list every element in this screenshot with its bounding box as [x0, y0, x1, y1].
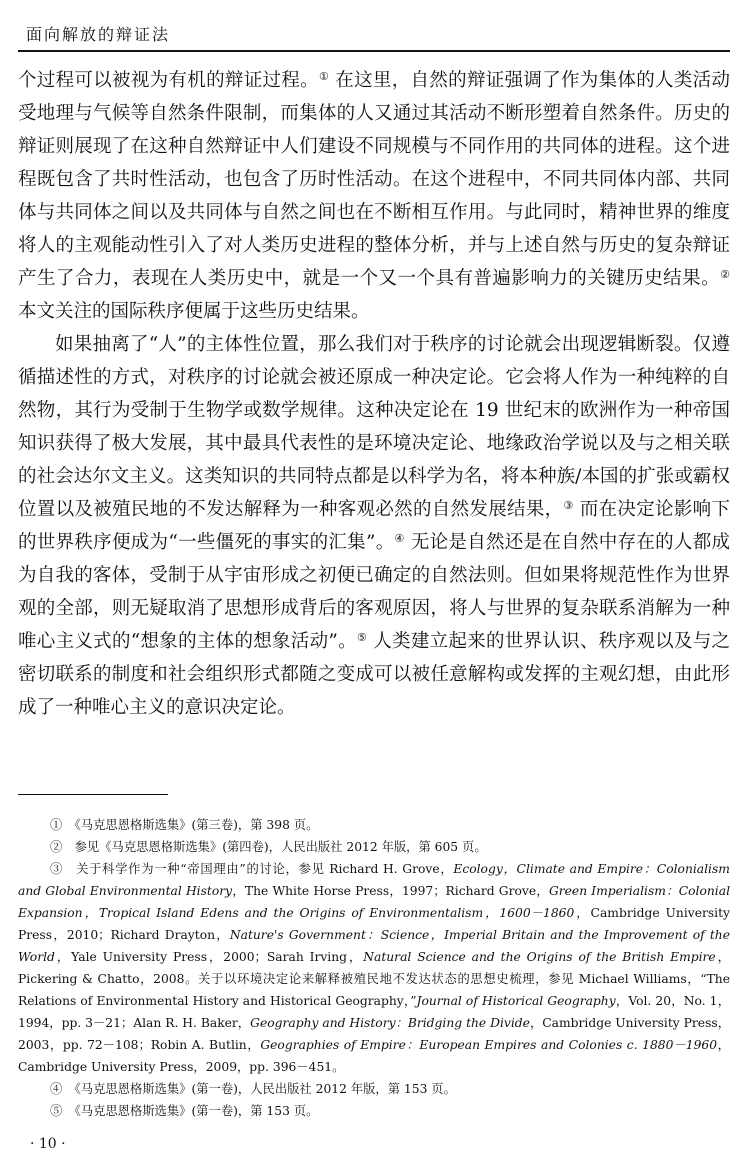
footnote-ref-2[interactable]: ②	[720, 268, 730, 281]
footnote-ref-4[interactable]: ④	[394, 532, 405, 545]
footnote-3-mark: ③	[50, 862, 64, 876]
footnote-2-text: 参见《马克思恩格斯选集》(第四卷)，人民出版社 2012 年版，第 605 页。	[74, 840, 487, 854]
footnote-3-title-5: Journal of Historical Geography	[416, 994, 616, 1008]
running-header	[18, 16, 730, 52]
footnotes	[18, 814, 730, 1122]
paragraph-2-text-d: 人类建立起来的世界认识、秩序观以及与之密切联系的制度和社会组织形式都随之变成可以被任意解构或发挥的主观幻想，由此形成了一种唯心主义的意识决定论。	[18, 631, 730, 718]
footnote-3-title-4: Natural Science and the Origins of the British Empire	[363, 950, 716, 964]
paragraph-1-text-a: 个过程可以被视为有机的辩证过程。	[18, 70, 319, 91]
footnote-3-text-6: ，Vol. 20，No. 1，1994，pp. 3－21；Alan R. H. Baker，	[18, 994, 730, 1030]
footnote-5	[18, 1100, 730, 1122]
footnote-3-text-3: ，Cambridge University Press，2010；Richard Drayton，	[18, 906, 730, 942]
footnote-3-text-4: ，Yale University Press，2000；Sarah Irving，	[54, 950, 364, 964]
footnote-3-title-3: Nature's Government：Science，Imperial Britain and the Improvement of the World	[18, 928, 730, 964]
body-text	[18, 64, 730, 724]
footnote-4-mark: ④	[50, 1082, 63, 1096]
footnote-ref-3[interactable]: ③	[563, 499, 574, 512]
footnote-3-text-1: 关于科学作为一种“帝国理由”的讨论，参见 Richard H. Grove，	[76, 862, 454, 876]
footnote-2	[18, 836, 730, 858]
footnote-5-mark: ⑤	[50, 1104, 63, 1118]
footnote-3	[18, 858, 730, 1078]
footnote-1-mark: ①	[50, 818, 63, 832]
footnote-5-text: 《马克思恩格斯选集》(第一卷)，第 153 页。	[74, 1104, 319, 1118]
footnote-ref-1[interactable]: ①	[318, 70, 330, 83]
footnote-1-text: 《马克思恩格斯选集》(第三卷)，第 398 页。	[74, 818, 319, 832]
footnote-3-text-7: ，Cambridge University Press，2003，pp. 72－108；Robin A. Butlin，	[18, 1016, 730, 1052]
paragraph-2-text-c: 无论是自然还是在自然中存在的人都成为自我的客体，受制于从宇宙形成之初便已确定的自然法则。但如果将规范性作为世界观的全部，则无疑取消了思想形成背后的客观原因，将人与世界的复杂联系消解为一种唯心主义式的“想象的主体的想象活动”。	[18, 532, 730, 652]
paragraph-1-text-b: 在这里，自然的辩证强调了作为集体的人类活动受地理与气候等自然条件限制，而集体的人又通过其活动不断形塑着自然条件。历史的辩证则展现了在这种自然辩证中人们建设不同规模与不同作用的共同体的进程。这个进程既包含了共时性活动，也包含了历时性活动。在这个进程中，不同共同体内部、共同体与共同体之间以及共同体与自然之间也在不断相互作用。与此同时，精神世界的维度将人的主观能动性引入了对人类历史进程的整体分析，并与上述自然与历史的复杂辩证产生了合力，表现在人类历史中，就是一个又一个具有普遍影响力的关键历史结果。	[18, 70, 730, 289]
footnote-3-text-2: ，The White Horse Press，1997；Richard Grove，	[232, 884, 549, 898]
footnote-3-title-2: Green Imperialism：Colonial Expansion，Tropical Island Edens and the Origins of Environmentalism，1600－1860	[18, 884, 730, 920]
paragraph-1	[18, 64, 730, 328]
footnote-3-title-7: Geographies of Empire：European Empires and Colonies c. 1880－1960	[260, 1038, 718, 1052]
running-header-title: 面向解放的辩证法	[26, 25, 171, 44]
page-number: · 10 ·	[30, 1136, 66, 1152]
footnote-4	[18, 1078, 730, 1100]
paragraph-2-text-a: 如果抽离了“人”的主体性位置，那么我们对于秩序的讨论就会出现逻辑断裂。仅遵循描述性的方式，对秩序的讨论就会被还原成一种决定论。它会将人作为一种纯粹的自然物，其行为受制于生物学或数学规律。这种决定论在 19 世纪末的欧洲作为一种帝国知识获得了极大发展，其中最具代表性的是环境决定论、地缘政治学说以及与之相关联的社会达尔文主义。这类知识的共同特点都是以科学为名，将本种族/本国的扩张或霸权位置以及被殖民地的不发达解释为一种客观必然的自然发展结果，	[18, 334, 730, 520]
footnote-3-title-1: Ecology，Climate and Empire：Colonialism and Global Environmental History	[18, 862, 730, 898]
footnote-2-mark: ②	[50, 840, 63, 854]
footnote-3-title-6: Geography and History：Bridging the Divide	[250, 1016, 530, 1030]
paragraph-2	[18, 328, 730, 724]
footnote-1	[18, 814, 730, 836]
footnote-3-text-8: ，Cambridge University Press，2009，pp. 396－451。	[18, 1038, 730, 1074]
footnote-ref-5[interactable]: ⑤	[356, 631, 368, 644]
footnote-divider	[18, 794, 168, 795]
paragraph-1-text-c: 本文关注的国际秩序便属于这些历史结果。	[18, 301, 370, 322]
paragraph-2-text-b: 而在决定论影响下的世界秩序便成为“一些僵死的事实的汇集”。	[18, 499, 730, 553]
footnote-3-text-5: ，Pickering & Chatto，2008。关于以环境决定论来解释被殖民地不发达状态的思想史梳理，参见 Michael Williams，“The Relations of Environmental History and Historical Geography，”	[18, 950, 730, 1008]
footnote-4-text: 《马克思恩格斯选集》(第一卷)，人民出版社 2012 年版，第 153 页。	[74, 1082, 456, 1096]
